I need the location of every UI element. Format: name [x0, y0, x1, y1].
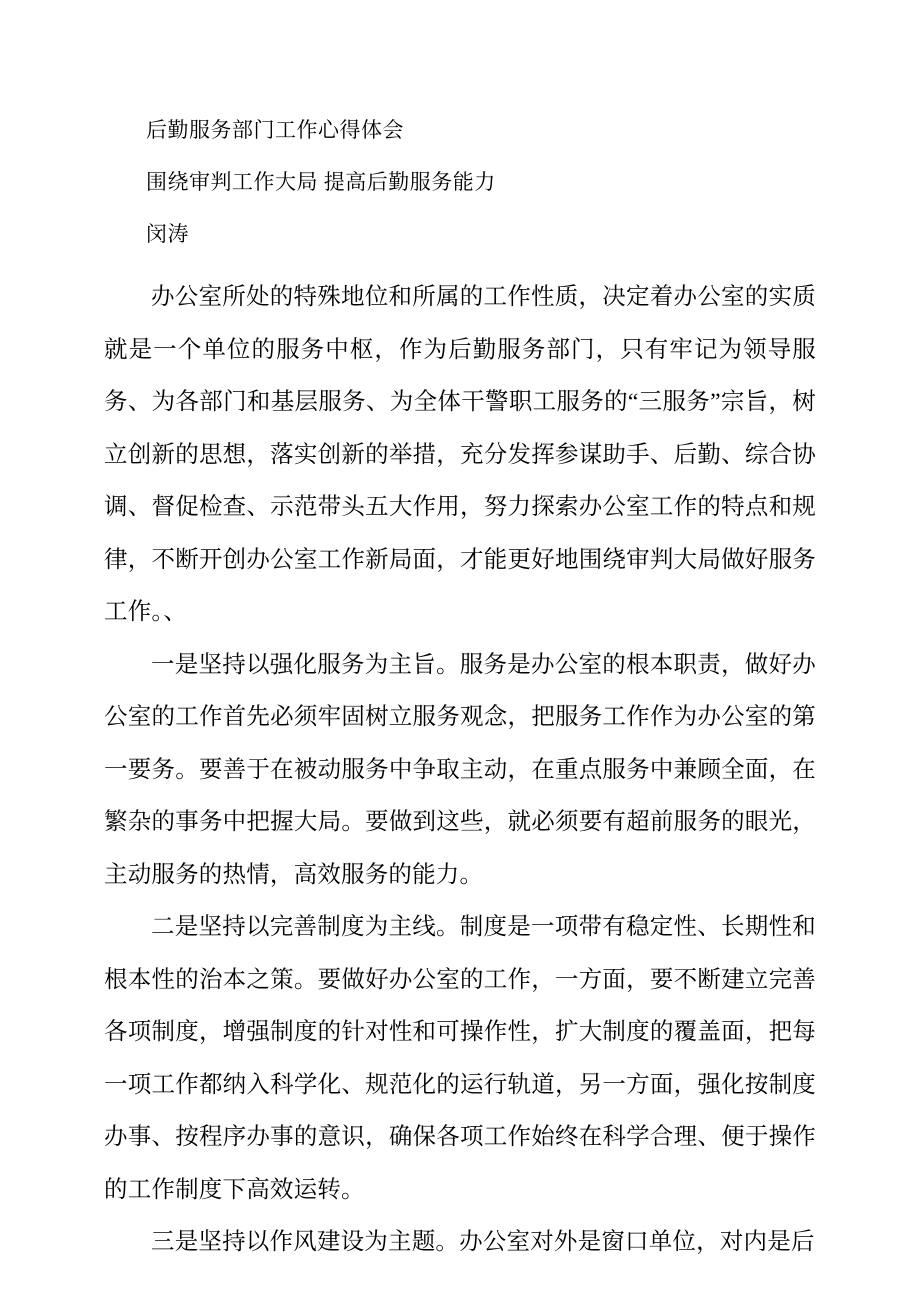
paragraph: 一是坚持以强化服务为主旨。服务是办公室的根本职责，做好办公室的工作首先必须牢固树立服务观念，把服务工作作为办公室的第一要务。要善于在被动服务中争取主动，在重点服务中兼顾全面，在繁杂的事务中把握大局。要做到这些，就必须要有超前服务的眼光，主动服务的热情，高效服务的能力。	[104, 651, 816, 888]
document-title: 后勤服务部门工作心得体会	[146, 118, 404, 142]
paragraph: 三是坚持以作风建设为主题。办公室对外是窗口单位，对内是后	[151, 1229, 815, 1255]
document-body	[104, 104, 816, 1269]
document-author: 闵涛	[146, 222, 189, 246]
paragraph: 二是坚持以完善制度为主线。制度是一项带有稳定性、长期性和根本性的治本之策。要做好办公室的工作，一方面，要不断建立完善各项制度，增强制度的针对性和可操作性，扩大制度的覆盖面，把每一项工作都纳入科学化、规范化的运行轨道，另一方面，强化按制度办事、按程序办事的意识，确保各项工作始终在科学合理、便于操作的工作制度下高效运转。	[104, 914, 816, 1203]
document-subtitle: 围绕审判工作大局 提高后勤服务能力	[146, 170, 496, 194]
paragraph: 办公室所处的特殊地位和所属的工作性质，决定着办公室的实质就是一个单位的服务中枢，作为后勤服务部门，只有牢记为领导服务、为各部门和基层服务、为全体干警职工服务的“三服务”宗旨，树立创新的思想，落实创新的举措，充分发挥参谋助手、后勤、综合协调、督促检查、示范带头五大作用，努力探索办公室工作的特点和规律，不断开创办公室工作新局面，才能更好地围绕审判大局做好服务工作。、	[104, 284, 816, 625]
